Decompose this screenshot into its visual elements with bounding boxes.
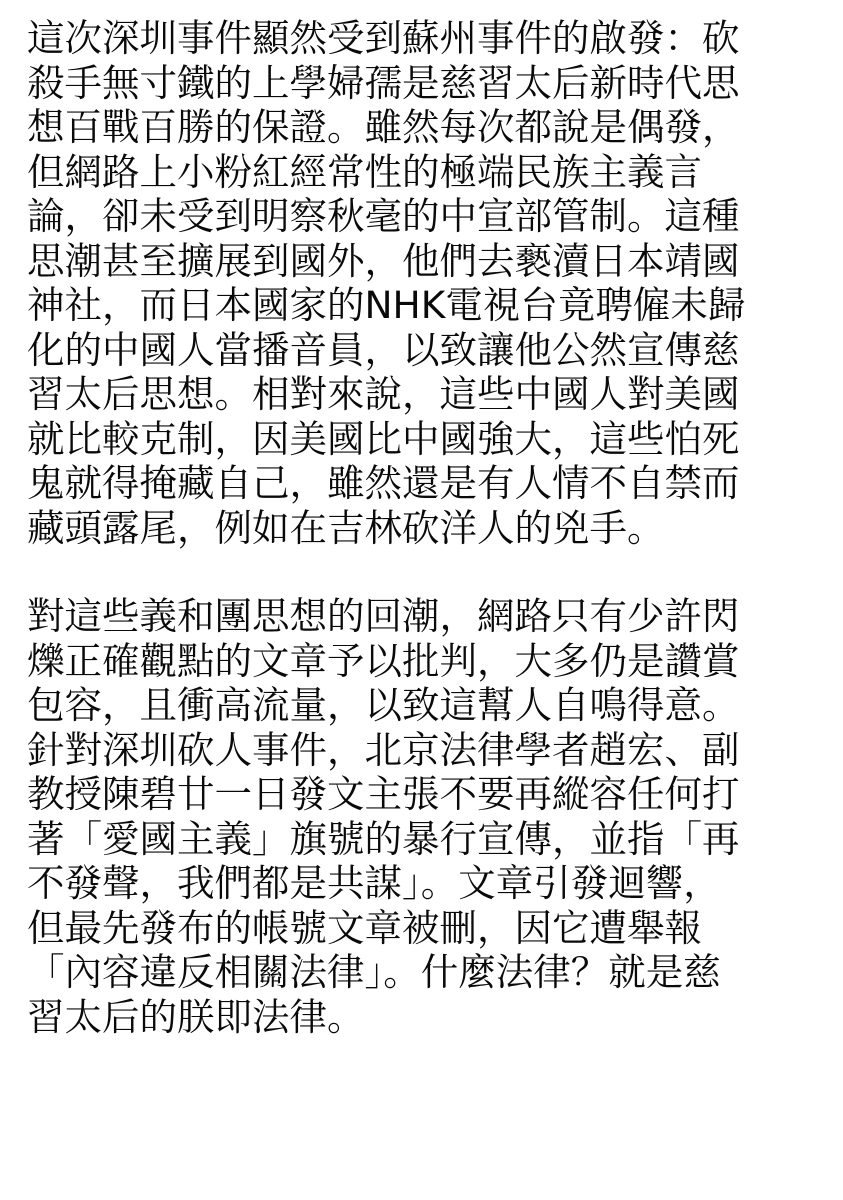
text-line: 習太后的朕即法律。 — [27, 994, 365, 1039]
text-line: 論，卻未受到明察秋毫的中宣部管制。這種 — [27, 194, 740, 238]
text-line: 思潮甚至擴展到國外，他們去褻瀆日本靖國 — [27, 238, 740, 283]
text-line: 鬼就得掩藏自己，雖然還是有人情不自禁而 — [27, 461, 740, 505]
text-line: 「內容違反相關法律」。什麼法律？就是慈 — [27, 950, 721, 994]
paragraph-1 — [27, 16, 843, 550]
text-line: 就比較克制，因美國比中國強大，這些怕死 — [27, 416, 740, 461]
text-line: 包容，且衝高流量，以致這幫人自鳴得意。 — [27, 683, 740, 727]
paragraph-2 — [27, 594, 843, 1039]
text-line: 針對深圳砍人事件，北京法律學者趙宏、副 — [27, 727, 740, 772]
text-line: 教授陳碧廿一日發文主張不要再縱容任何打 — [27, 772, 740, 816]
text-line: 著「愛國主義」旗號的暴行宣傳，並指「再 — [27, 816, 740, 861]
text-line: 不發聲，我們都是共謀」。文章引發迴響， — [27, 861, 721, 905]
text-line: 但網路上小粉紅經常性的極端民族主義言 — [27, 149, 702, 194]
text-line: 爍正確觀點的文章予以批判，大多仍是讚賞 — [27, 638, 740, 683]
text-line: 習太后思想。相對來說，這些中國人對美國 — [27, 372, 740, 416]
text-line: 但最先發布的帳號文章被刪，因它遭舉報 — [27, 905, 702, 950]
text-line: 藏頭露尾，例如在吉林砍洋人的兇手。 — [27, 505, 665, 550]
text-line: 這次深圳事件顯然受到蘇州事件的啟發：砍 — [27, 16, 740, 60]
text-line: 想百戰百勝的保證。雖然每次都說是偶發， — [27, 105, 740, 149]
text-line: 殺手無寸鐵的上學婦孺是慈習太后新時代思 — [27, 60, 740, 105]
text-line: 對這些義和團思想的回潮，網路只有少許閃 — [27, 594, 740, 638]
text-line: 神社，而日本國家的NHK電視台竟聘僱未歸 — [27, 283, 746, 327]
text-line: 化的中國人當播音員，以致讓他公然宣傳慈 — [27, 327, 740, 372]
